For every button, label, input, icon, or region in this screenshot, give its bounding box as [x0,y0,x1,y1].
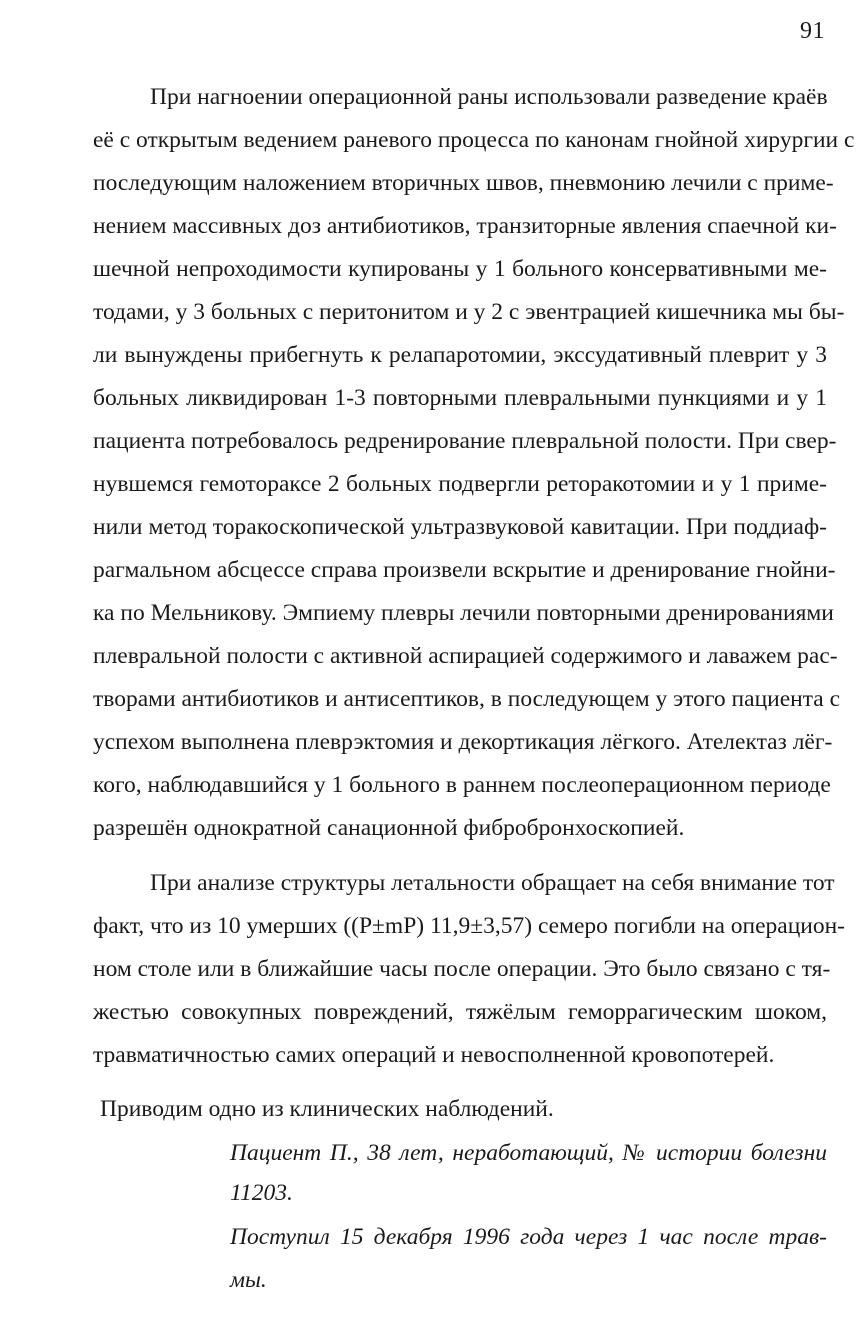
paragraph-1-line: её с открытым ведением раневого процесса по канонам гнойной хирургии с [93,127,855,153]
paragraph-1-line: пациента потребовалось редренирование плевральной полости. При свер- [93,428,837,454]
paragraph-1-line: нили метод торакоскопической ультразвуковой кавитации. При поддиаф- [93,514,827,540]
paragraph-1-line: ка по Мельникову. Эмпиему плевры лечили повторными дренированиями [93,600,834,626]
paragraph-1-line: ли вынуждены прибегнуть к релапаротомии, экссудативный плеврит у 3 [93,342,827,368]
paragraph-1-line: рагмальном абсцессе справа произвели вскрытие и дренирование гнойни- [93,557,836,583]
paragraph-2-line: травматичностью самих операций и невосполненной кровопотерей. [93,1042,775,1068]
paragraph-1-line: успехом выполнена плеврэктомия и декортикация лёгкого. Ателектаз лёг- [93,729,833,755]
case-line: Пациент П., 38 лет, неработающий, № истории болезни [230,1140,827,1166]
paragraph-2-line: факт, что из 10 умерших ((P±mP) 11,9±3,57) семеро погибли на операцион- [93,913,845,939]
case-line: 11203. [230,1180,293,1206]
paragraph-1-line: больных ликвидирован 1-3 повторными плевральными пункциями и у 1 [93,385,827,411]
paragraph-2-line: жестью совокупных повреждений, тяжёлым геморрагическим шоком, [93,999,827,1025]
paragraph-1-line: плевральной полости с активной аспирацией содержимого и лаважем рас- [93,643,838,669]
paragraph-1-line: последующим наложением вторичных швов, пневмонию лечили с приме- [93,170,834,196]
paragraph-1-line: шечной непроходимости купированы у 1 больного консервативными ме- [93,256,827,282]
paragraph-1-line: нувшемся гемотораксе 2 больных подвергли реторакотомии и у 1 приме- [93,471,827,497]
paragraph-1-line: кого, наблюдавшийся у 1 больного в раннем послеоперационном периоде [93,772,831,798]
page-number: 91 [800,18,825,44]
paragraph-1-line: творами антибиотиков и антисептиков, в последующем у этого пациента с [93,686,841,712]
paragraph-2-line: При анализе структуры летальности обращает на себя внимание тот [150,870,835,896]
paragraph-1-line: При нагноении операционной раны использовали разведение краёв [150,84,828,110]
paragraph-1-line: разрешён однократной санационной фибробронхоскопией. [93,815,685,841]
case-line: Поступил 15 декабря 1996 года через 1 час после трав- [230,1224,827,1250]
paragraph-3: Приводим одно из клинических наблюдений. [100,1096,554,1122]
case-line: мы. [230,1267,267,1293]
paragraph-1-line: нением массивных доз антибиотиков, транзиторные явления спаечной ки- [93,213,837,239]
paragraph-2-line: ном столе или в ближайшие часы после операции. Это было связано с тя- [93,956,831,982]
paragraph-1-line: тодами, у 3 больных с перитонитом и у 2 с эвентрацией кишечника мы бы- [93,299,845,325]
